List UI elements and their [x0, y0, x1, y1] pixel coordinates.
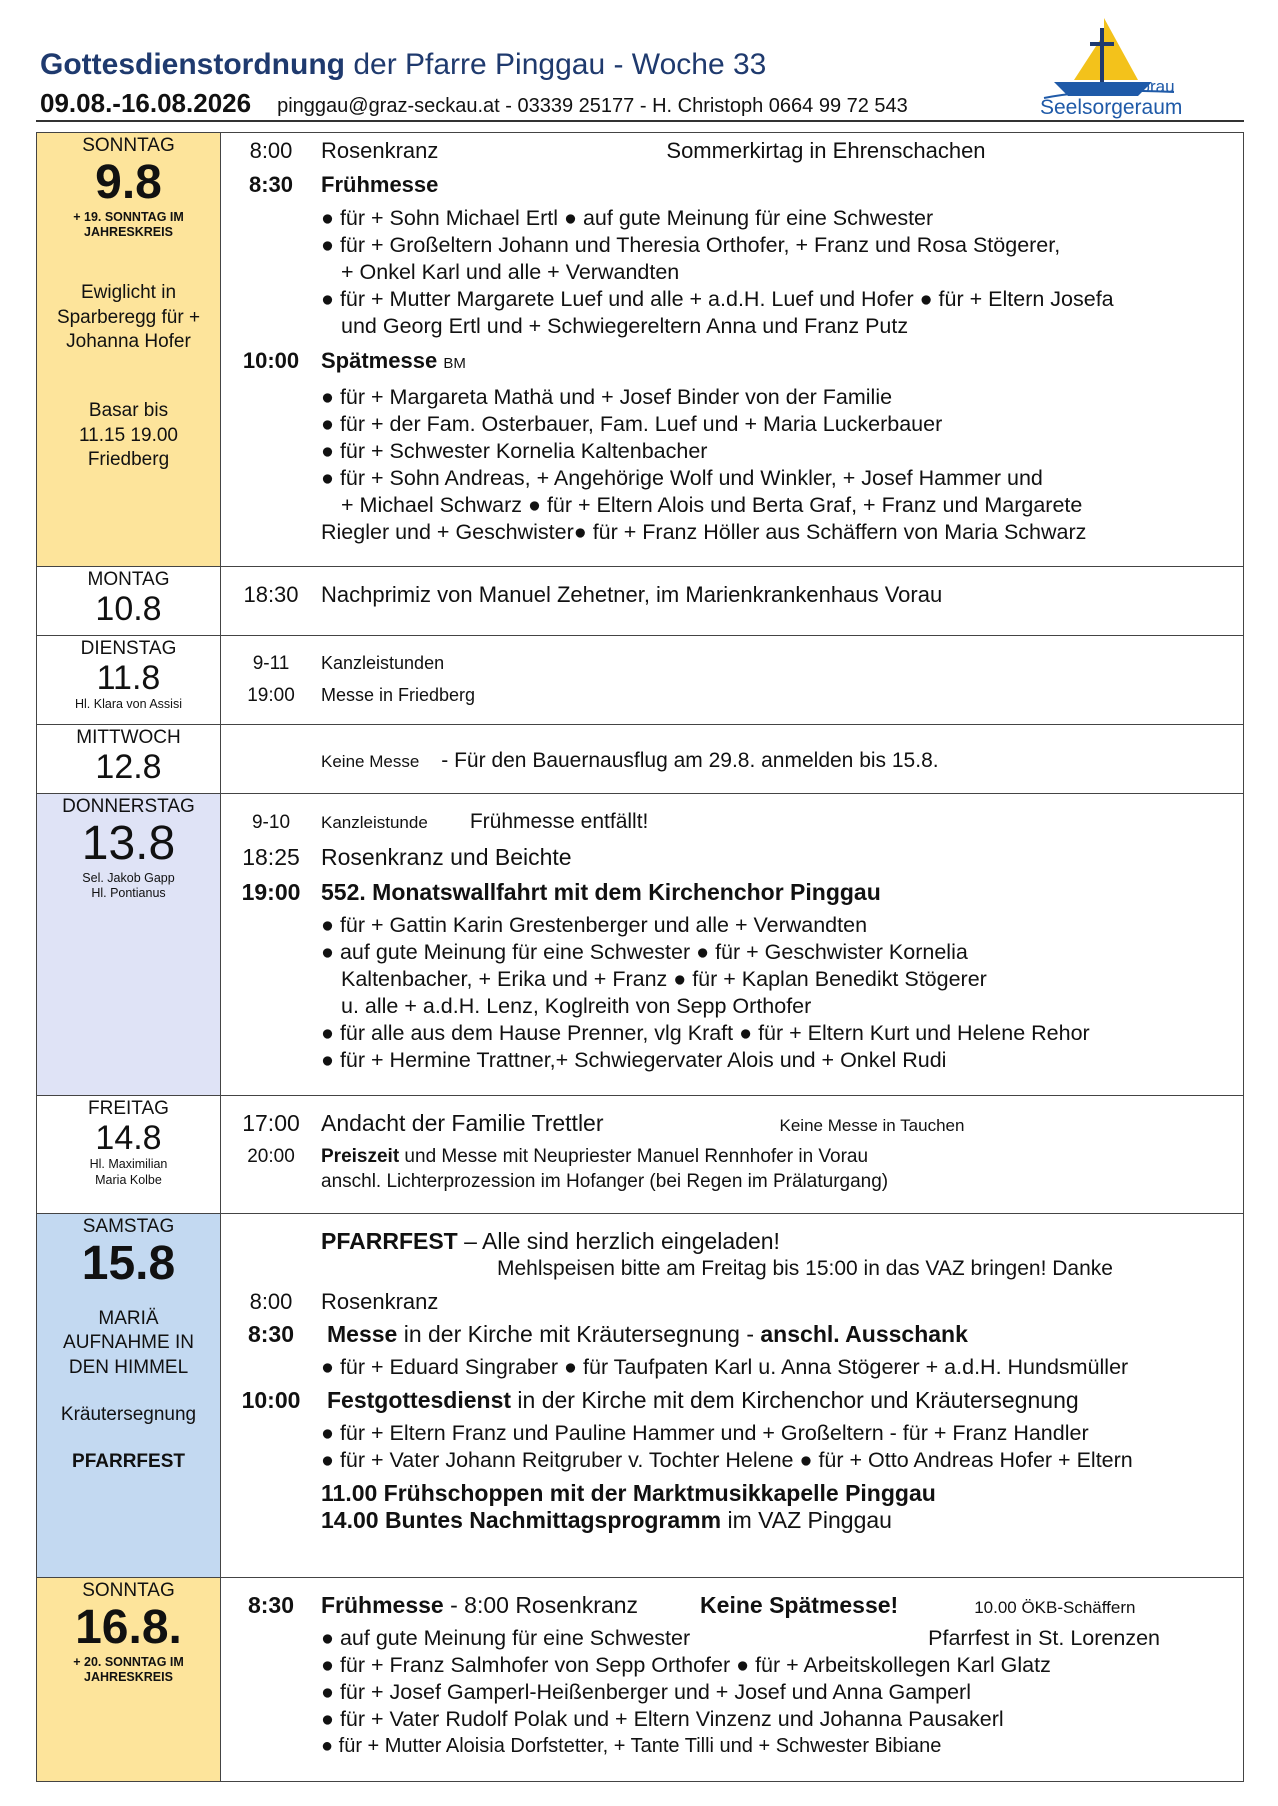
entry: Preiszeit und Messe mit Neupriester Manuel Rennhofer in Vorau [321, 1146, 869, 1167]
time: 19:00 [247, 685, 295, 706]
feast-label: Hl. Klara von Assisi [75, 697, 182, 712]
intention: ● für + Margareta Mathä und + Josef Binder von der Familie [321, 385, 893, 409]
day-row-monday [37, 566, 1243, 635]
weekday-label: DIENSTAG [80, 638, 177, 659]
entry: Andacht der Familie Trettler Keine Messe in Tauchen [321, 1110, 965, 1136]
logo-top-text: vorau [1132, 77, 1175, 96]
intention: u. alle + a.d.H. Lenz, Koglreith von Sepp Orthofer [341, 994, 812, 1018]
weekday-label: SONNTAG [82, 1580, 175, 1601]
time: 10:00 [242, 348, 300, 373]
day-content [221, 1214, 1243, 1577]
intention: ● für + Eduard Singraber ● für Taufpaten Karl u. Anna Stögerer + a.d.H. Hundsmüller [321, 1355, 1129, 1379]
day-content [221, 794, 1243, 1095]
date-label: 9.8 [95, 156, 162, 209]
intention: ● für + Franz Salmhofer von Sepp Orthofer ● für + Arbeitskollegen Karl Glatz [321, 1653, 1051, 1677]
intention: + Onkel Karl und alle + Verwandten [341, 260, 680, 284]
entry: 14.00 Buntes Nachmittagsprogramm im VAZ Pinggau [321, 1507, 892, 1533]
day-row-tuesday [37, 635, 1243, 724]
time: 18:30 [243, 582, 299, 607]
time: 18:25 [242, 844, 300, 870]
contact-info: pinggau@graz-seckau.at - 03339 25177 - H. Christoph 0664 99 72 543 [277, 95, 908, 117]
schedule-table [36, 132, 1244, 1782]
entry: Nachprimiz von Manuel Zehetner, im Marienkrankenhaus Vorau [321, 582, 943, 607]
day-content [221, 1096, 1243, 1213]
intention: und Georg Ertl und + Schwiegereltern Anna und Franz Putz [341, 314, 909, 338]
entry: 552. Monatswallfahrt mit dem Kirchenchor Pinggau [321, 879, 881, 905]
weekday-label: SAMSTAG [82, 1216, 175, 1237]
page-title: Gottesdienstordnung der Pfarre Pinggau - Woche 33 [40, 48, 767, 81]
day-content [221, 567, 1243, 635]
day-row-wednesday [37, 724, 1243, 793]
intention: Riegler und + Geschwister● für + Franz Höller aus Schäffern von Maria Schwarz [321, 520, 1087, 544]
header-subline [40, 88, 908, 119]
date-label: 10.8 [95, 590, 162, 628]
intention: ● für + Mutter Margarete Luef und alle + a.d.H. Luef und Hofer ● für + Eltern Josefa [321, 287, 1114, 311]
time: 9-11 [252, 653, 290, 674]
time: 8:00 [249, 1289, 293, 1314]
logo-bottom-text: Seelsorgeraum [1040, 96, 1183, 119]
day-cell [37, 133, 221, 566]
seelsorgeraum-logo [1034, 10, 1184, 120]
date-label: 16.8. [75, 1601, 182, 1654]
intention: ● für + Gattin Karin Grestenberger und alle + Verwandten [321, 913, 868, 937]
intention: ● für + der Fam. Osterbauer, Fam. Luef und + Maria Luckerbauer [321, 412, 943, 436]
time: 8:30 [247, 1321, 295, 1347]
day-note: Ewiglicht in Sparberegg für + Johanna Hofer [56, 282, 201, 353]
intention: ● auf gute Meinung für eine Schwester ● für + Geschwister Kornelia [321, 940, 968, 964]
intention: + Michael Schwarz ● für + Eltern Alois und Berta Graf, + Franz und Margarete [341, 493, 1083, 517]
entry: Keine Messe - Für den Bauernausflug am 29.8. anmelden bis 15.8. [321, 749, 939, 772]
date-label: 15.8 [81, 1237, 176, 1290]
date-label: 13.8 [81, 817, 176, 870]
time: 19:00 [241, 879, 301, 905]
date-label: 12.8 [95, 748, 162, 786]
intention: ● für + Sohn Andreas, + Angehörige Wolf und Winkler, + Josef Hammer und [321, 466, 1043, 490]
day-cell [37, 1578, 221, 1781]
week-dates: 09.08.-16.08.2026 [40, 88, 252, 118]
day-row-sunday-9-8 [37, 133, 1243, 566]
time: 8:30 [248, 172, 294, 197]
intention: Kaltenbacher, + Erika und + Franz ● für + Kaplan Benedikt Stögerer [341, 967, 987, 991]
entry: Spätmesse BM [321, 348, 466, 373]
day-note: PFARRFEST [72, 1450, 185, 1472]
feast-label: Hl. Maximilian Maria Kolbe [89, 1157, 168, 1188]
day-content [221, 636, 1243, 724]
intention: ● für + Vater Johann Reitgruber v. Tochter Helene ● für + Otto Andreas Hofer + Eltern [321, 1448, 1133, 1472]
day-row-sunday-16-8 [37, 1577, 1243, 1781]
entry: Rosenkranz [321, 1289, 439, 1314]
intention: ● für + Josef Gamperl-Heißenberger und + Josef und Anna Gamperl [321, 1680, 971, 1704]
day-cell [37, 794, 221, 1095]
day-cell [37, 636, 221, 724]
intention: ● für + Großeltern Johann und Theresia Orthofer, + Franz und Rosa Stögerer, [321, 233, 1061, 257]
day-note: Basar bis 11.15 19.00 Friedberg [79, 400, 178, 471]
day-content [221, 1578, 1243, 1781]
intention: ● auf gute Meinung für eine Schwester Pfarrfest in St. Lorenzen [321, 1626, 1160, 1650]
date-label: 11.8 [96, 659, 161, 697]
entry: Frühmesse - 8:00 Rosenkranz Keine Spätmesse! 10.00 ÖKB-Schäffern [321, 1592, 1136, 1618]
feast-label: + 19. SONNTAG IM JAHRESKREIS [73, 209, 184, 240]
day-row-thursday [37, 793, 1243, 1095]
intention: ● für + Vater Rudolf Polak und + Eltern Vinzenz und Johanna Pausakerl [321, 1707, 1004, 1731]
entry: PFARRFEST – Alle sind herzlich eingeladen! [321, 1228, 780, 1254]
entry: Rosenkranz und Beichte [321, 844, 572, 870]
day-note: Kräutersegnung [60, 1403, 197, 1425]
day-content [221, 133, 1243, 566]
entry: Festgottesdienst in der Kirche mit dem Kirchenchor und Kräutersegnung [327, 1387, 1079, 1413]
time: 17:00 [242, 1110, 300, 1136]
day-row-saturday [37, 1213, 1243, 1577]
intention: ● für + Eltern Franz und Pauline Hammer und + Großeltern - für + Franz Handler [321, 1421, 1089, 1445]
intention: ● für + Sohn Michael Ertl ● auf gute Meinung für eine Schwester [321, 206, 934, 230]
intention: ● für + Schwester Kornelia Kaltenbacher [321, 439, 708, 463]
entry: Mehlspeisen bitte am Freitag bis 15:00 in das VAZ bringen! Danke [497, 1257, 1113, 1280]
header-divider [36, 120, 1244, 122]
day-cell [37, 567, 221, 635]
day-cell [37, 725, 221, 793]
intention: ● für + Mutter Aloisia Dorfstetter, + Tante Tilli und + Schwester Bibiane [321, 1735, 942, 1757]
time: 20:00 [247, 1146, 295, 1167]
day-cell [37, 1214, 221, 1577]
time: 10:00 [241, 1387, 301, 1413]
entry: anschl. Lichterprozession im Hofanger (bei Regen im Prälaturgang) [321, 1171, 889, 1192]
weekday-label: FREITAG [88, 1098, 169, 1119]
entry: Messe in der Kirche mit Kräutersegnung - anschl. Ausschank [327, 1321, 968, 1347]
day-row-friday [37, 1095, 1243, 1213]
right-note: Sommerkirtag in Ehrenschachen [666, 138, 986, 163]
date-label: 14.8 [95, 1119, 162, 1157]
feast-label: Sel. Jakob Gapp Hl. Pontianus [82, 870, 175, 901]
time: 8:00 [249, 138, 293, 163]
feast-label: MARIÄ AUFNAHME IN DEN HIMMEL [63, 1307, 194, 1379]
weekday-label: SONNTAG [82, 135, 175, 156]
entry: Kanzleistunde Frühmesse entfällt! [321, 810, 649, 833]
feast-label: + 20. SONNTAG IM JAHRESKREIS [73, 1654, 184, 1685]
entry: Kanzleistunden [321, 653, 445, 673]
entry: 11.00 Frühschoppen mit der Marktmusikkapelle Pinggau [321, 1480, 936, 1506]
intention: ● für alle aus dem Hause Prenner, vlg Kraft ● für + Eltern Kurt und Helene Rehor [321, 1021, 1090, 1045]
entry: Messe in Friedberg [321, 685, 476, 705]
entry: Rosenkranz Sommerkirtag in Ehrenschachen [321, 138, 986, 163]
day-content [221, 725, 1243, 793]
weekday-label: MONTAG [87, 569, 170, 590]
time: 9-10 [251, 812, 291, 833]
time: 8:30 [247, 1592, 295, 1618]
intention: ● für + Hermine Trattner,+ Schwiegervater Alois und + Onkel Rudi [321, 1048, 947, 1072]
weekday-label: DONNERSTAG [62, 796, 195, 817]
weekday-label: MITTWOCH [76, 727, 181, 748]
day-cell [37, 1096, 221, 1213]
entry: Frühmesse [321, 172, 439, 197]
